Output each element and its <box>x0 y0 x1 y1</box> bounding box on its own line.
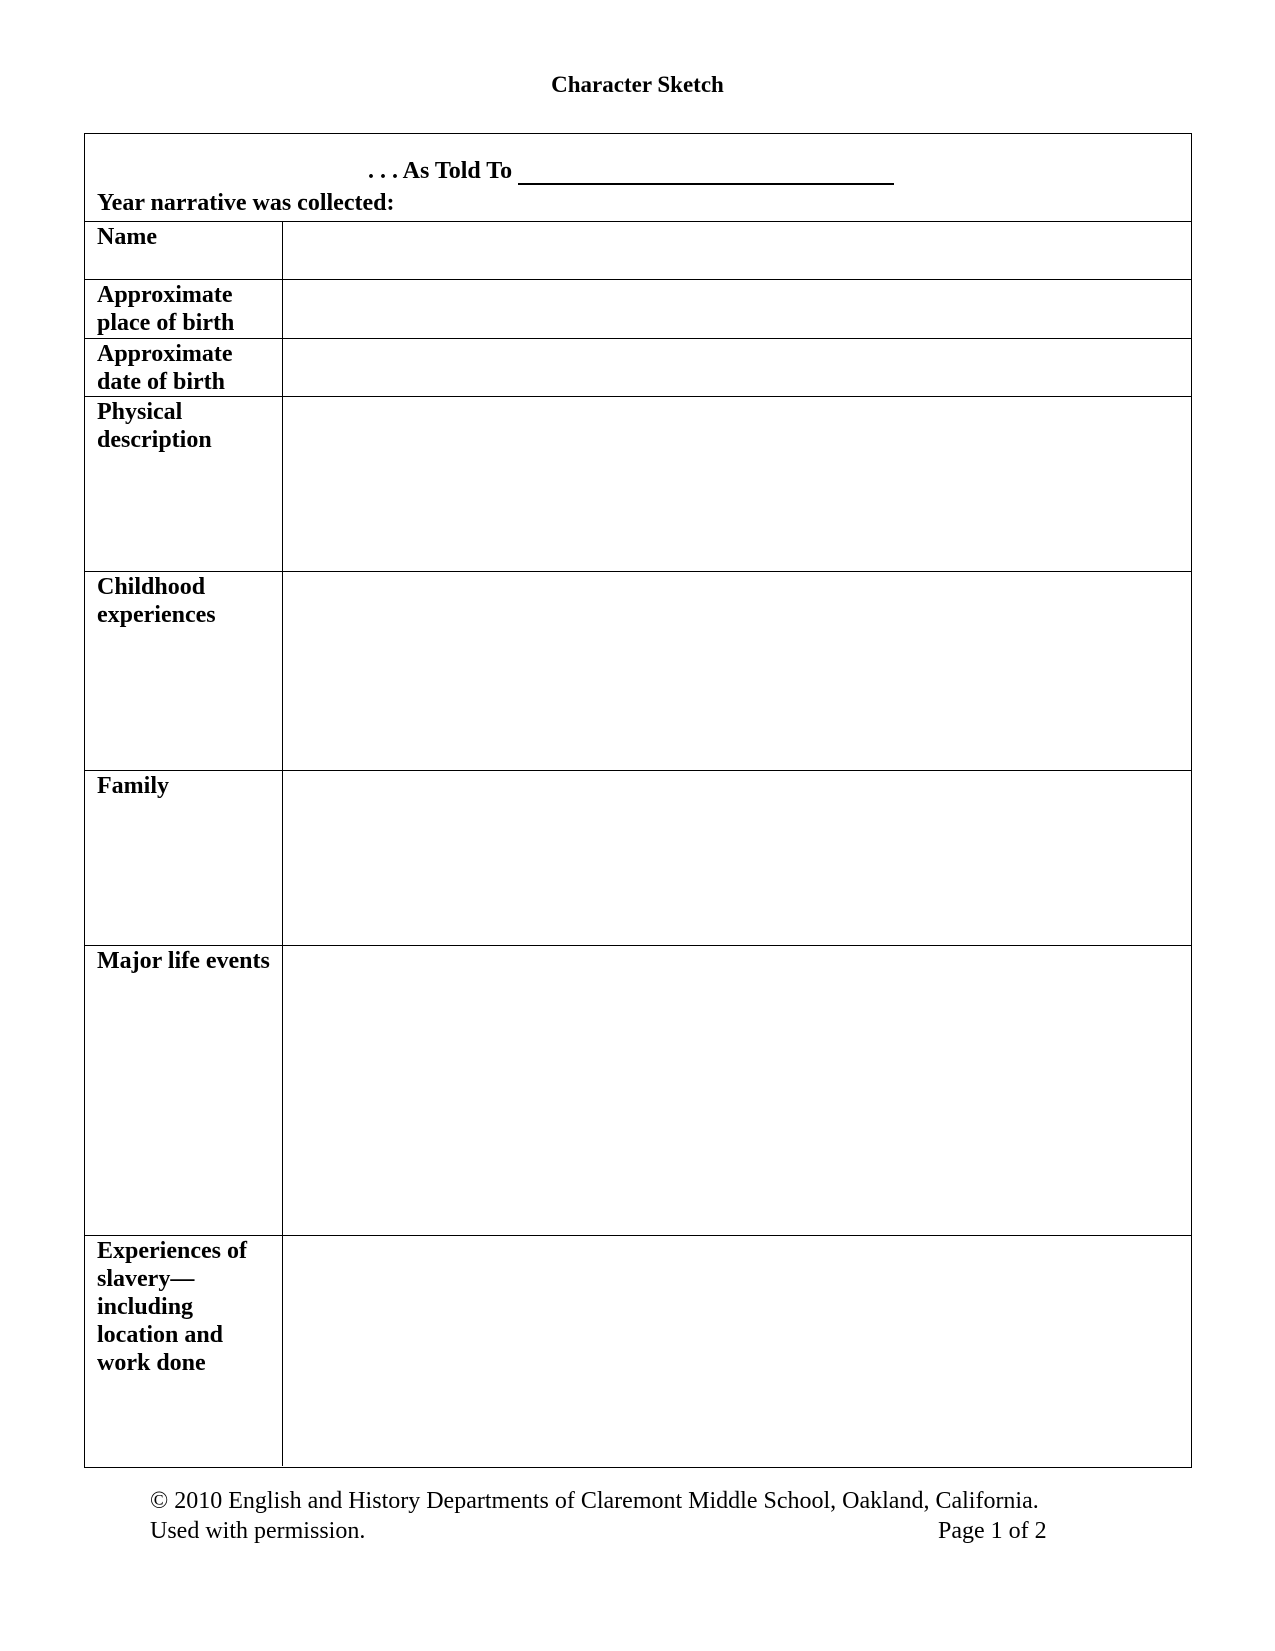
entry-field-place-of-birth[interactable] <box>282 280 1191 338</box>
page-footer <box>150 1486 1110 1546</box>
year-collected-label: Year narrative was collected: <box>97 190 395 216</box>
row-date-of-birth <box>85 339 1191 397</box>
entry-field-major-life-events[interactable] <box>282 946 1191 1235</box>
as-told-to-blank[interactable] <box>518 161 894 185</box>
entry-field-physical-description[interactable] <box>282 397 1191 571</box>
row-label: Family <box>97 773 169 799</box>
row-physical-description <box>85 397 1191 572</box>
footer-second-line <box>150 1516 1110 1546</box>
entry-field-experiences-of-slavery[interactable] <box>282 1236 1191 1466</box>
row-major-life-events <box>85 946 1191 1236</box>
entry-field-date-of-birth[interactable] <box>282 339 1191 396</box>
row-label: Approximate place of birth <box>97 282 235 336</box>
entry-field-name[interactable] <box>282 222 1191 279</box>
as-told-to-label: . . . As Told To <box>368 158 513 184</box>
row-family <box>85 771 1191 946</box>
row-experiences-of-slavery <box>85 1236 1191 1466</box>
as-told-to-line <box>368 158 894 185</box>
row-name <box>85 222 1191 280</box>
row-label: Name <box>97 224 157 250</box>
row-place-of-birth <box>85 280 1191 339</box>
entry-field-childhood-experiences[interactable] <box>282 572 1191 770</box>
row-label: Physical description <box>97 399 212 453</box>
row-label: Childhood experiences <box>97 574 216 628</box>
character-sketch-form <box>84 133 1192 1468</box>
form-header <box>85 134 1191 222</box>
entry-field-family[interactable] <box>282 771 1191 945</box>
row-label: Major life events <box>97 948 270 974</box>
permission-notice: Used with permission. <box>150 1518 366 1544</box>
row-label: Experiences of slavery— including location and work done <box>97 1238 247 1376</box>
row-childhood-experiences <box>85 572 1191 771</box>
page-title: Character Sketch <box>551 72 724 97</box>
page-number: Page 1 of 2 <box>938 1518 1047 1544</box>
row-label: Approximate date of birth <box>97 341 233 395</box>
copyright-notice: © 2010 English and History Departments of Claremont Middle School, Oakland, California. <box>150 1488 1039 1514</box>
